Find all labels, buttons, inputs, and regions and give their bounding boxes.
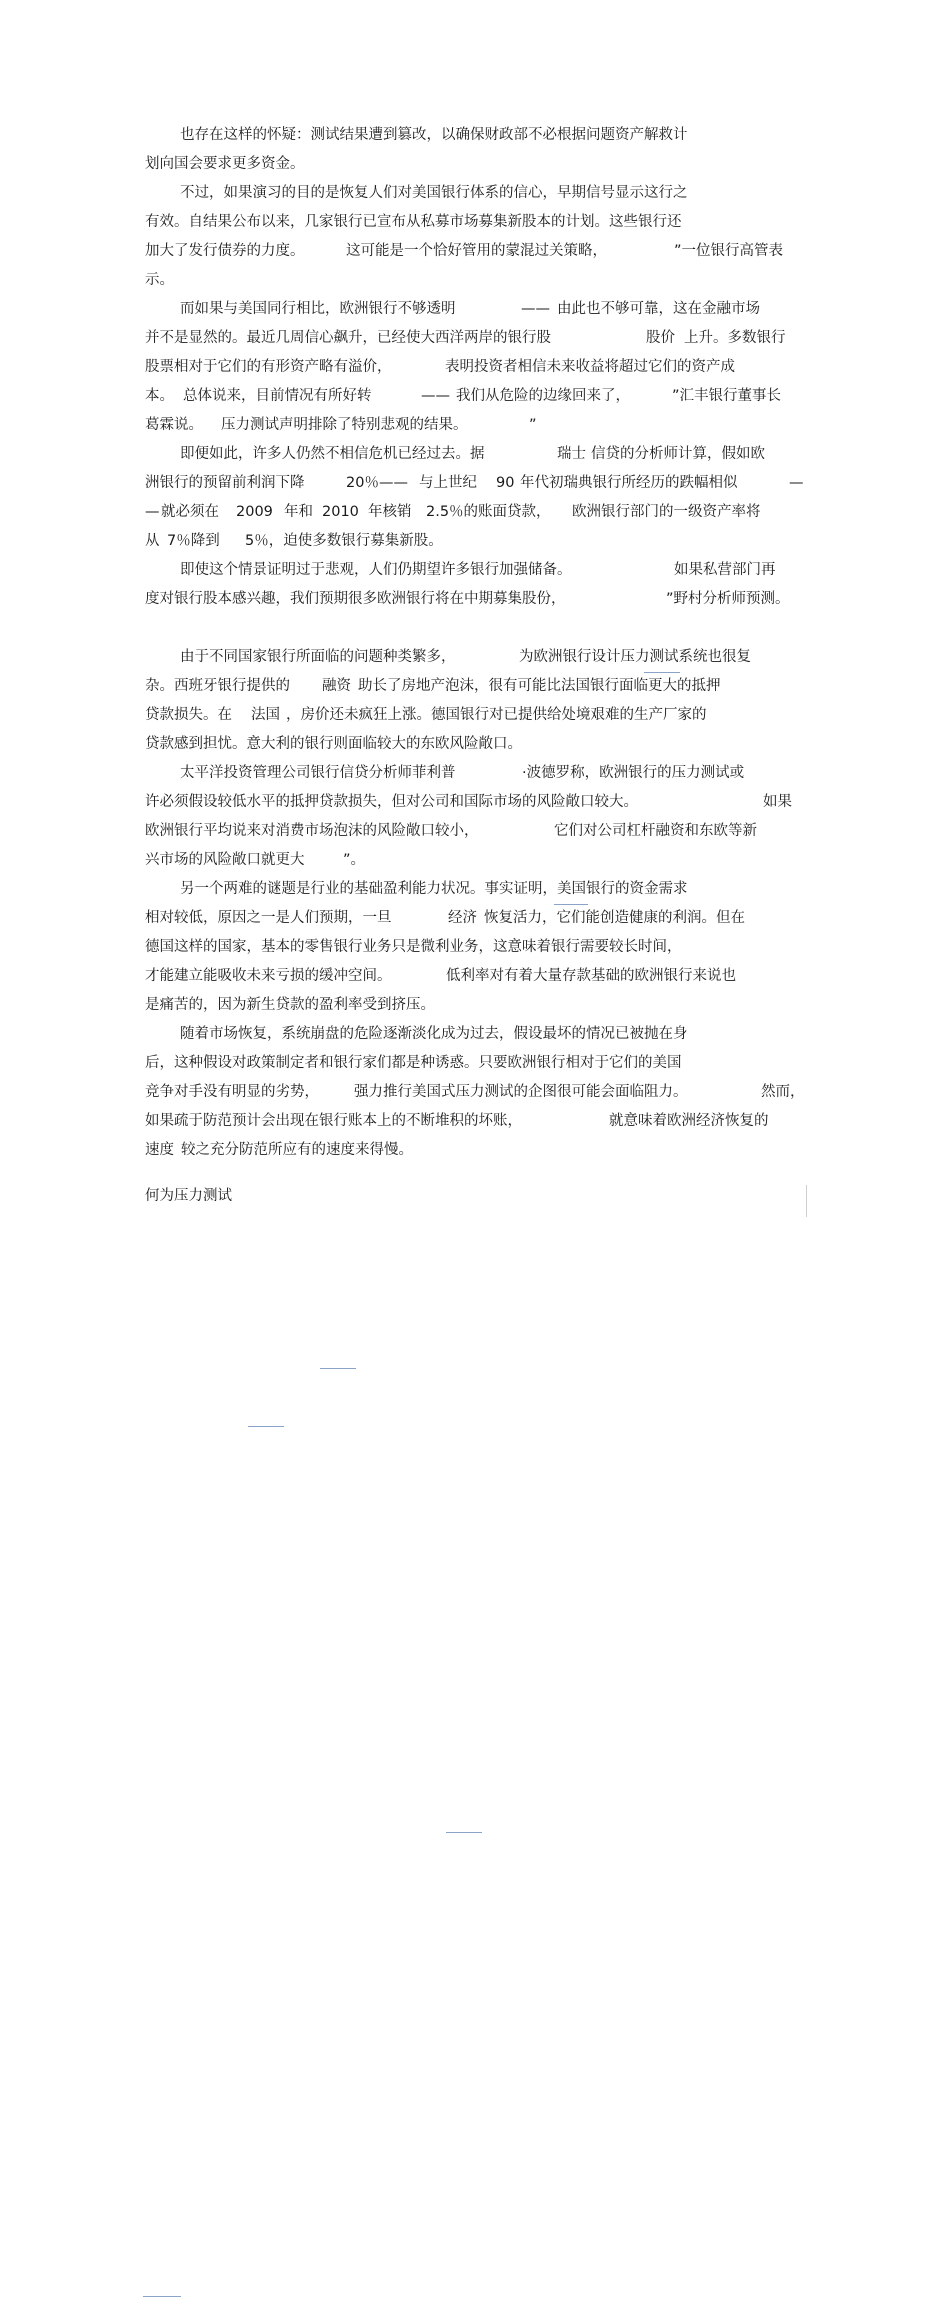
text-line [0,328,950,357]
text-line [0,125,950,154]
text-segment: 洲银行的预留前利润下降 [145,475,305,491]
link-text[interactable]: 瑞士 [557,446,586,462]
text-line [0,270,950,299]
text-segment: ”。 [343,852,366,868]
text-segment: 如果疏于防范预计会出现在银行账本上的不断堆积的坏账， [145,1113,522,1129]
text-segment: 压力测试声明排除了特别悲观的结果。 [221,417,468,433]
text-segment: ”一位银行高管表 [674,243,784,259]
text-line [0,676,950,705]
text-line [0,212,950,241]
text-segment: 欧洲银行平均说来对消费市场泡沫的风险敞口较小， [145,823,479,839]
text-segment: 就意味着欧洲经济恢复的 [609,1113,769,1129]
text-segment: 然而， [761,1084,805,1100]
text-segment: 年核销 [368,504,412,520]
link-underline [248,1426,284,1427]
text-segment: 助长了房地产泡沫，很有可能比法国银行面临更大的抵押 [358,678,721,694]
text-segment: 本。 [145,388,174,404]
text-line [0,183,950,212]
text-segment: 而如果与美国同行相比，欧洲银行不够透明 [180,301,456,317]
link-text[interactable]: 速度 [145,1142,174,1158]
text-segment: 如果 [763,794,792,810]
text-segment: 它们对公司杠杆融资和东欧等新 [554,823,757,839]
text-segment: 由于不同国家银行所面临的问题种类繁多， [180,649,456,665]
text-segment: 这可能是一个恰好管用的蒙混过关策略， [346,243,607,259]
text-segment: 划向国会要求更多资金。 [145,156,305,172]
text-line [0,1082,950,1111]
text-line [0,444,950,473]
text-segment: 恢复活力，它们能创造健康的利润。但在 [484,910,745,926]
text-line [0,734,950,763]
text-line [0,1111,950,1140]
text-line [0,589,950,618]
text-segment: 从 [145,533,160,549]
text-segment: 即使这个情景证明过于悲观，人们仍期望许多银行加强储备。 [180,562,572,578]
text-line [0,995,950,1024]
text-segment: 2009 [236,504,273,520]
text-segment: 低利率对有着大量存款基础的欧洲银行来说也 [446,968,736,984]
text-segment: 较之充分防范所应有的速度来得慢。 [181,1142,413,1158]
text-line [0,937,950,966]
text-segment: 年和 [284,504,313,520]
text-segment: 为欧洲银行设计压力测试系统也很复 [519,649,751,665]
text-segment: ，房价还未疯狂上涨。德国银行对已提供给处境艰难的生产厂家的 [286,707,707,723]
text-segment: 由此也不够可靠，这在金融市场 [557,301,760,317]
text-line [0,154,950,183]
text-segment: 也存在这样的怀疑：测试结果遭到篡改，以确保财政部不必根据问题资产解救计 [180,127,688,143]
text-line [0,705,950,734]
text-segment: 贷款感到担忧。意大利的银行则面临较大的东欧风险敞口。 [145,736,522,752]
text-segment: 德国这样的国家，基本的零售银行业务只是微利业务，这意味着银行需要较长时间， [145,939,682,955]
text-segment: — [145,504,160,520]
text-segment: 7％降到 [167,533,220,549]
text-line [0,821,950,850]
text-segment: 葛霖说。 [145,417,203,433]
text-line [0,473,950,502]
text-segment: 2010 [322,504,359,520]
text-segment: 是痛苦的，因为新生贷款的盈利率受到挤压。 [145,997,435,1013]
text-segment: 欧洲银行部门的一级资产率将 [572,504,761,520]
text-line [0,879,950,908]
text-segment: ”野村分析师预测。 [666,591,790,607]
text-line [0,415,950,444]
link-text[interactable]: 经济 [448,910,477,926]
text-segment: 我们从危险的边缘回来了， [456,388,630,404]
text-segment: —— [421,388,450,404]
link-underline [446,1832,482,1833]
text-segment: 许必须假设较低水平的抵押贷款损失，但对公司和国际市场的风险敞口较大。 [145,794,638,810]
text-segment: 贷款损失。在 [145,707,232,723]
text-line [0,792,950,821]
link-text[interactable]: 法国 [251,707,280,723]
text-segment: 与上世纪 [419,475,477,491]
text-segment: 兴市场的风险敞口就更大 [145,852,305,868]
text-segment: 上升。多数银行 [684,330,786,346]
text-segment: 即便如此，许多人仍然不相信危机已经过去。据 [180,446,485,462]
text-segment: 90 [496,475,515,491]
text-segment: 太平洋投资管理公司银行信贷分析师菲利普 [180,765,456,781]
text-segment: 另一个两难的谜题是行业的基础盈利能力状况。事实证明，美国银行的资金需求 [180,881,688,897]
text-line [0,850,950,879]
text-segment: 总体说来，目前情况有所好转 [183,388,372,404]
text-segment: 相对较低，原因之一是人们预期，一旦 [145,910,392,926]
link-underline [320,1368,356,1369]
text-segment: 并不是显然的。最近几周信心飙升，已经使大西洋两岸的银行股 [145,330,551,346]
text-segment: 后，这种假设对政策制定者和银行家们都是种诱惑。只要欧洲银行相对于它们的美国 [145,1055,682,1071]
column-divider [806,1185,807,1217]
text-line [0,502,950,531]
text-segment: 股票相对于它们的有形资产略有溢价， [145,359,392,375]
text-segment: 如果私营部门再 [674,562,776,578]
text-segment: 才能建立能吸收未来亏损的缓冲空间。 [145,968,392,984]
text-segment: 年代初瑞典银行所经历的跌幅相似 [520,475,738,491]
text-segment: —— [521,301,550,317]
text-line [0,299,950,328]
text-line [0,966,950,995]
text-segment: 示。 [145,272,174,288]
text-segment: — [789,475,804,491]
text-segment: 不过，如果演习的目的是恢复人们对美国银行体系的信心，早期信号显示这行之 [180,185,688,201]
text-line [0,560,950,589]
section-heading: 何为压力测试 [145,1188,232,1204]
text-segment: 随着市场恢复，系统崩盘的危险逐渐淡化成为过去，假设最坏的情况已被抛在身 [180,1026,688,1042]
link-text[interactable]: 融资 [322,678,351,694]
text-segment: 信贷的分析师计算，假如欧 [591,446,765,462]
link-text[interactable]: 股价 [646,330,675,346]
text-segment: 加大了发行债券的力度。 [145,243,305,259]
text-line [0,1053,950,1082]
text-segment: 2.5％的账面贷款， [426,504,551,520]
text-segment: ”汇丰银行董事长 [672,388,782,404]
text-segment: ” [529,417,537,433]
text-line [0,763,950,792]
text-segment: 就必须在 [161,504,219,520]
text-segment: 有效。自结果公布以来，几家银行已宣布从私募市场募集新股本的计划。这些银行还 [145,214,682,230]
text-segment: 表明投资者相信未来收益将超过它们的资产成 [445,359,735,375]
text-segment: 20％—— [346,475,408,491]
text-line [0,647,950,676]
text-line [0,357,950,386]
text-segment: ·波德罗称，欧洲银行的压力测试或 [522,765,745,781]
text-segment: 5％，迫使多数银行募集新股。 [245,533,443,549]
text-line [0,908,950,937]
text-segment: 竞争对手没有明显的劣势， [145,1084,319,1100]
text-segment: 杂。西班牙银行提供的 [145,678,290,694]
text-segment: 度对银行股本感兴趣，我们预期很多欧洲银行将在中期募集股份， [145,591,566,607]
text-line [0,241,950,270]
text-segment: 强力推行美国式压力测试的企图很可能会面临阻力。 [354,1084,688,1100]
text-line [0,1024,950,1053]
text-line [0,386,950,415]
text-line [0,531,950,560]
text-line [0,1140,950,1169]
